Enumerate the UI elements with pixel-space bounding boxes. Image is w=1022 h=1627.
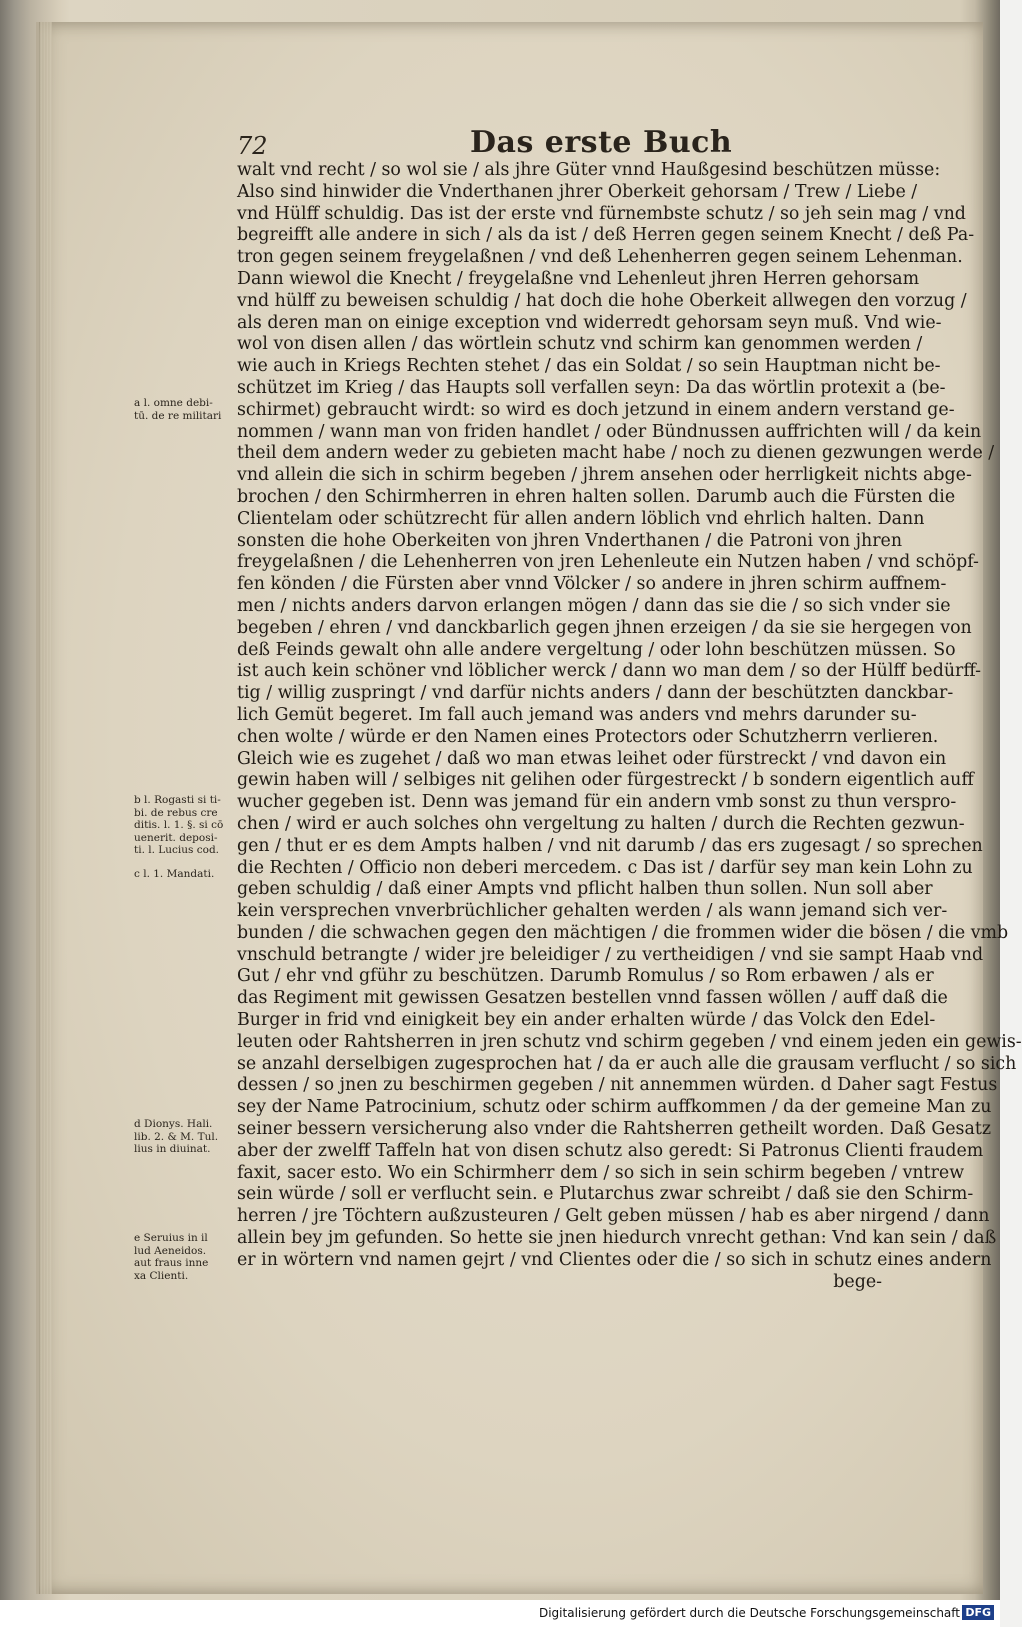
text-line: allein bey jm gefunden. So hette sie jnen hiedurch vnrecht gethan: Vnd kan sein / daß: [237, 1228, 997, 1249]
funding-credit: Digitalisierung gefördert durch die Deutsche Forschungsgemeinschaft: [538, 1606, 960, 1620]
margin-note-line: aut fraus inne: [134, 1257, 209, 1269]
text-line: bege-: [833, 1271, 882, 1292]
text-line: wol von disen allen / das wörtlein schutz vnd schirm kan genommen werden /: [237, 334, 923, 355]
text-line: wucher gegeben ist. Denn was jemand für ein andern vmb sonst zu thun verspro-: [237, 792, 957, 813]
text-line: Gleich wie es zugehet / daß wo man etwas leihet oder fürstreckt / vnd davon ein: [237, 748, 947, 769]
margin-note-line: b l. Rogasti si ti-: [134, 794, 221, 806]
text-line: Gut / ehr vnd gführ zu beschützen. Darumb Romulus / so Rom erbawen / als er: [237, 966, 934, 987]
text-line: Burger in frid vnd einigkeit bey ein ander erhalten würde / das Volck den Edel-: [237, 1010, 936, 1031]
margin-note-line: e Seruius in il: [134, 1232, 208, 1244]
margin-note-line: c l. 1. Mandati.: [134, 868, 215, 880]
text-line: kein versprechen vnverbrüchlicher gehalten werden / als wann jemand sich ver-: [237, 901, 948, 922]
margin-note-a: [134, 397, 234, 422]
text-line: herren / jre Töchtern außzusteuren / Gelt geben müssen / hab es aber nirgend / dann: [237, 1206, 990, 1227]
text-line: schirmet) gebraucht wirdt: so wird es doch jetzund in einem andern verstand ge-: [237, 399, 955, 420]
margin-note-b: [134, 794, 234, 857]
text-line: Clientelam oder schützrecht für allen andern löblich vnd ehrlich halten. Dann: [237, 508, 925, 529]
text-line: men / nichts anders darvon erlangen mögen / dann das sie die / so sich vnder sie: [237, 595, 951, 616]
text-line: gen / thut er es dem Ampts halben / vnd nit darumb / das ers zugesagt / so sprechen: [237, 835, 983, 856]
margin-note-line: ti. l. Lucius cod.: [134, 844, 220, 856]
text-line: Also sind hinwider die Vnderthanen jhrer Oberkeit gehorsam / Trew / Liebe /: [237, 181, 918, 202]
dfg-logo: DFG: [962, 1605, 994, 1620]
page-number: 72: [237, 132, 268, 160]
text-line: seiner bessern versicherung also vnder die Rahtsherren getheilt worden. Daß Gesatz: [237, 1119, 991, 1140]
text-line: tron gegen seinem freygelaßnen / vnd deß Lehenherren gegen seinem Lehenman.: [237, 247, 963, 268]
text-line: nommen / wann man von friden handlet / oder Bündnussen auffrichten will / da kein: [237, 421, 982, 442]
text-line: sonsten die hohe Oberkeiten von jhren Vnderthanen / die Patroni von jhren: [237, 530, 903, 551]
margin-note-line: lud Aeneidos.: [134, 1244, 207, 1257]
page-edges: [40, 22, 52, 1594]
running-head: Das erste Buch: [470, 125, 733, 160]
text-line: geben schuldig / daß einer Ampts vnd pflicht halben thun sollen. Nun soll aber: [237, 879, 933, 900]
margin-note-c: [134, 868, 234, 881]
text-line: gewin haben will / selbiges nit gelihen oder fürgestreckt / b sondern eigentlich auff: [237, 770, 974, 791]
text-line: Dann wiewol die Knecht / freygelaßne vnd Lehenleut jhren Herren gehorsam: [237, 268, 920, 289]
text-line: das Regiment mit gewissen Gesatzen bestellen vnnd fassen wöllen / auff daß die: [237, 988, 948, 1009]
text-line: chen / wird er auch solches ohn vergeltung zu halten / durch die Rechten gezwun-: [237, 813, 965, 834]
text-line: vnschuld betrangte / wider jre beleidiger / zu vertheidigen / vnd sie sampt Haab vnd: [237, 944, 984, 965]
text-line: theil dem andern weder zu gebieten macht habe / noch zu dienen gezwungen werde /: [237, 443, 995, 464]
margin-note-line: uenerit. deposi-: [134, 831, 218, 844]
margin-note-line: lib. 2. & M. Tul.: [134, 1130, 219, 1143]
margin-note-d: [134, 1118, 234, 1156]
text-line: wie auch in Kriegs Rechten stehet / das ein Soldat / so sein Hauptman nicht be-: [237, 356, 941, 377]
footer-bar: [0, 1600, 1000, 1627]
text-line: chen wolte / würde er den Namen eines Protectors oder Schutzherrn verlieren.: [237, 726, 939, 747]
margin-note-line: a l. omne debi-: [134, 397, 213, 409]
text-line: deß Feinds gewalt ohn alle andere vergeltung / oder lohn beschützen müssen. So: [237, 639, 956, 660]
text-line: tig / willig zuspringt / vnd darfür nichts anders / dann der beschützten danckbar-: [237, 683, 954, 704]
text-line: begeben / ehren / vnd danckbarlich gegen jhnen erzeigen / da sie sie hergegen von: [237, 617, 972, 638]
text-line: se anzahl derselbigen zugesprochen hat / da er auch alle die grausam verflucht / so sich: [237, 1053, 1017, 1074]
text-line: die Rechten / Officio non deberi mercedem. c Das ist / darfür sey man kein Lohn zu: [237, 857, 973, 878]
text-line: als deren man on einige exception vnd widerredt gehorsam seyn muß. Vnd wie-: [237, 312, 942, 333]
text-line: dessen / so jnen zu beschirmen gegeben / nit annemmen würden. d Daher sagt Festus: [237, 1075, 998, 1096]
text-line: vnd allein die sich in schirm begeben / jhrem ansehen oder herrligkeit nichts abge-: [237, 465, 972, 486]
margin-note-line: bi. de rebus cre: [134, 806, 218, 819]
text-line: ist auch kein schöner vnd löblicher werck / dann wo man dem / so der Hülff bedürff-: [237, 661, 981, 682]
text-line: lich Gemüt begeret. Im fall auch jemand was anders vnd mehrs darunder su-: [237, 704, 917, 725]
text-line: brochen / den Schirmherren in ehren halten sollen. Darumb auch die Fürsten die: [237, 486, 956, 507]
text-line: sein würde / soll er verflucht sein. e Plutarchus zwar schreibt / daß sie den Schirm-: [237, 1184, 974, 1205]
margin-note-line: lius in diuinat.: [134, 1143, 211, 1155]
text-line: bunden / die schwachen gegen den mächtigen / die frommen wider die bösen / die vmb: [237, 922, 1009, 943]
margin-note-line: ditis. l. 1. §. si cō: [134, 819, 224, 831]
margin-note-line: d Dionys. Hali.: [134, 1118, 213, 1130]
text-line: walt vnd recht / so wol sie / als jhre Güter vnnd Haußgesind beschützen müsse:: [237, 160, 941, 180]
margin-note-line: tū. de re militari: [134, 409, 222, 422]
text-line: sey der Name Patrocinium, schutz oder schirm auffkommen / da der gemeine Man zu: [237, 1097, 992, 1118]
text-line: faxit, sacer esto. Wo ein Schirmherr dem / so sich in sein schirm begeben / vntrew: [237, 1162, 965, 1183]
text-line: freygelaßnen / die Lehenherren von jren Lehenleute ein Nutzen haben / vnd schöpf-: [237, 552, 979, 573]
margin-note-line: xa Clienti.: [134, 1269, 189, 1282]
text-line: begreifft alle andere in sich / als da ist / deß Herren gegen seinem Knecht / deß Pa-: [237, 225, 975, 246]
text-line: vnd Hülff schuldig. Das ist der erste vnd fürnembste schutz / so jeh sein mag / vnd: [237, 203, 966, 224]
text-line: vnd hülff zu beweisen schuldig / hat doch die hohe Oberkeit allwegen den vorzug /: [237, 290, 967, 311]
text-line: schützet im Krieg / das Haupts soll verfallen seyn: Da das wörtlin protexit a (be-: [237, 377, 946, 398]
margin-note-e: [134, 1232, 234, 1282]
text-line: leuten oder Rahtsherren in jren schutz vnd schirm gegeben / vnd einem jeden ein gewis-: [237, 1031, 1022, 1052]
text-line: aber der zwelff Taffeln hat von disen schutz also geredt: Si Patronus Clienti fraudem: [237, 1140, 984, 1161]
body-text: [237, 160, 1022, 1293]
text-line: er in wörtern vnd namen gejrt / vnd Clientes oder die / so sich in schutz eines andern: [237, 1249, 992, 1270]
text-line: fen könden / die Fürsten aber vnnd Völcker / so andere in jhren schirm auffnem-: [237, 574, 947, 595]
